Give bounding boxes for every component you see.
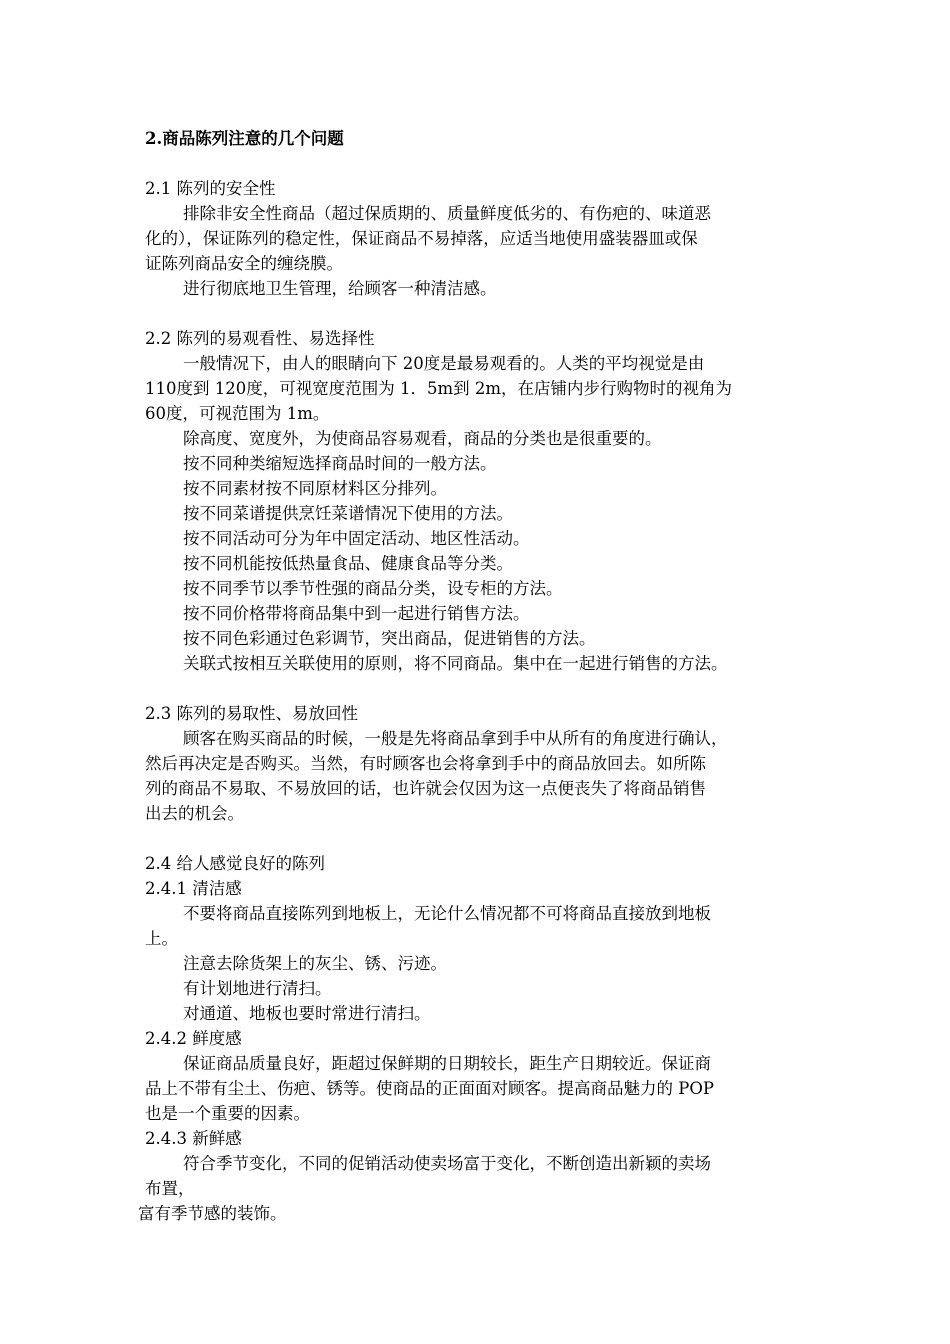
list-item: 对通道、地板也要时常进行清扫。	[183, 1004, 431, 1023]
paragraph-line: 符合季节变化，不同的促销活动使卖场富于变化，不断创造出新颖的卖场	[183, 1154, 711, 1173]
paragraph-line: 也是一个重要的因素。	[145, 1104, 310, 1123]
paragraph-line: 保证商品质量良好，距超过保鲜期的日期较长，距生产日期较近。保证商	[183, 1054, 711, 1073]
list-item: 按不同季节以季节性强的商品分类，设专柜的方法。	[183, 579, 563, 598]
list-item: 关联式按相互关联使用的原则，将不同商品。集中在一起进行销售的方法。	[183, 654, 728, 673]
paragraph-line: 排除非安全性商品（超过保质期的、质量鲜度低劣的、有伤疤的、味道恶	[183, 204, 711, 223]
paragraph-line: 出去的机会。	[145, 804, 244, 823]
paragraph-line: 60度，可视范围为 1m。	[145, 404, 330, 423]
paragraph-line: 110度到 120度，可视宽度范围为 1．5m到 2m，在店铺内步行购物时的视角为	[145, 379, 733, 398]
section-heading: 2.1 陈列的安全性	[145, 179, 276, 198]
paragraph-line: 顾客在购买商品的时候，一般是先将商品拿到手中从所有的角度进行确认，	[183, 729, 728, 748]
subsection-heading: 2.4.1 清洁感	[145, 879, 242, 898]
subsection-heading: 2.4.2 鲜度感	[145, 1029, 242, 1048]
paragraph-line: 化的），保证陈列的稳定性，保证商品不易掉落，应适当地使用盛装器皿或保	[145, 229, 698, 248]
list-item: 按不同机能按低热量食品、健康食品等分类。	[183, 554, 513, 573]
list-item: 按不同素材按不同原材料区分排列。	[183, 479, 447, 498]
paragraph-line: 证陈列商品安全的缠绕膜。	[145, 254, 343, 273]
section-heading: 2.3 陈列的易取性、易放回性	[145, 704, 358, 723]
page-title: 2.商品陈列注意的几个问题	[145, 129, 344, 148]
list-item: 有计划地进行清扫。	[183, 979, 332, 998]
paragraph-line: 一般情况下，由人的眼睛向下 20度是最易观看的。人类的平均视觉是由	[183, 354, 705, 373]
paragraph-line: 上。	[145, 929, 178, 948]
list-item: 按不同色彩通过色彩调节，突出商品，促进销售的方法。	[183, 629, 596, 648]
paragraph-line: 不要将商品直接陈列到地板上，无论什么情况都不可将商品直接放到地板	[183, 904, 711, 923]
paragraph-line: 列的商品不易取、不易放回的话，也许就会仅因为这一点便丧失了将商品销售	[145, 779, 706, 798]
paragraph-line: 品上不带有尘土、伤疤、锈等。使商品的正面面对顾客。提高商品魅力的 POP	[145, 1079, 714, 1098]
list-item: 注意去除货架上的灰尘、锈、污迹。	[183, 954, 447, 973]
paragraph-line: 进行彻底地卫生管理，给顾客一种清洁感。	[183, 279, 497, 298]
paragraph-line: 布置，	[145, 1179, 195, 1198]
list-item: 按不同价格带将商品集中到一起进行销售方法。	[183, 604, 530, 623]
paragraph-line: 然后再决定是否购买。当然，有时顾客也会将拿到手中的商品放回去。如所陈	[145, 754, 706, 773]
list-item: 按不同种类缩短选择商品时间的一般方法。	[183, 454, 497, 473]
section-heading: 2.4 给人感觉良好的陈列	[145, 854, 325, 873]
subsection-heading: 2.4.3 新鲜感	[145, 1129, 242, 1148]
list-item: 按不同活动可分为年中固定活动、地区性活动。	[183, 529, 530, 548]
section-heading: 2.2 陈列的易观看性、易选择性	[145, 329, 375, 348]
list-item: 按不同菜谱提供烹饪菜谱情况下使用的方法。	[183, 504, 513, 523]
paragraph-line: 除高度、宽度外，为使商品容易观看，商品的分类也是很重要的。	[183, 429, 662, 448]
paragraph-line: 富有季节感的装饰。	[138, 1204, 287, 1223]
